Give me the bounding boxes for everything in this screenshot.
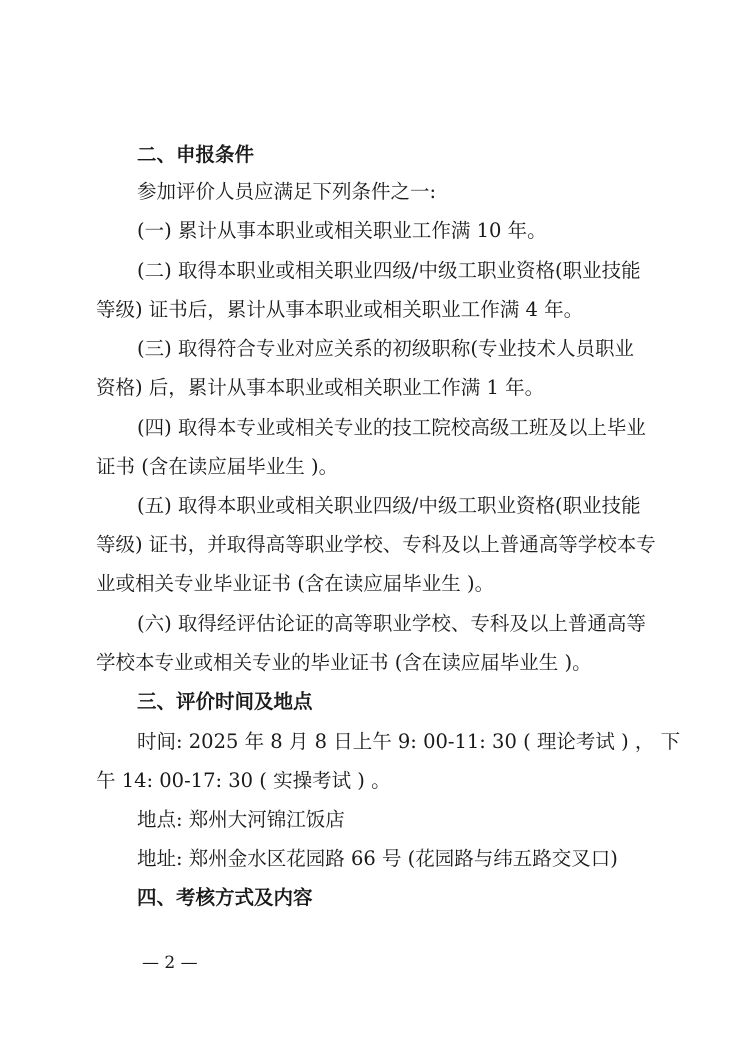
condition-item-5-line-2: 等级) 证书，并取得高等职业学校、专科及以上普通高等学校本专 — [96, 533, 656, 556]
page-number: — 2 — — [142, 953, 198, 973]
condition-item-6-line-2: 学校本专业或相关专业的毕业证书 (含在读应届毕业生 )。 — [96, 651, 592, 674]
condition-item-1-line-1: (一) 累计从事本职业或相关职业工作满 10 年。 — [137, 219, 547, 242]
condition-item-3-line-2: 资格) 后，累计从事本职业或相关职业工作满 1 年。 — [96, 376, 545, 399]
condition-item-3-line-1: (三) 取得符合专业对应关系的初级职称(专业技术人员职业 — [137, 337, 635, 360]
condition-item-2-line-1: (二) 取得本职业或相关职业四级/中级工职业资格(职业技能 — [137, 259, 641, 282]
condition-item-4-line-2: 证书 (含在读应届毕业生 )。 — [96, 455, 339, 478]
exam-time-line-1: 时间: 2025 年 8 月 8 日上午 9: 00-11: 30 ( 理论考试 ) ， 下 — [137, 730, 681, 753]
section-heading-assessment: 四、考核方式及内容 — [137, 886, 313, 909]
condition-item-4-line-1: (四) 取得本专业或相关专业的技工院校高级工班及以上毕业 — [137, 416, 646, 439]
exam-address: 地址: 郑州金水区花园路 66 号 (花园路与纬五路交叉口) — [137, 847, 618, 870]
section-heading-conditions: 二、申报条件 — [137, 143, 255, 166]
exam-place: 地点: 郑州大河锦江饭店 — [137, 808, 345, 831]
section-heading-time-place: 三、评价时间及地点 — [137, 690, 313, 713]
condition-item-6-line-1: (六) 取得经评估论证的高等职业学校、专科及以上普通高等 — [137, 612, 646, 635]
condition-item-2-line-2: 等级) 证书后，累计从事本职业或相关职业工作满 4 年。 — [96, 298, 584, 321]
condition-item-5-line-3: 业或相关专业毕业证书 (含在读应届毕业生 )。 — [96, 572, 495, 595]
conditions-intro: 参加评价人员应满足下列条件之一: — [137, 180, 437, 203]
exam-time-line-2: 午 14: 00-17: 30 ( 实操考试 ) 。 — [96, 769, 391, 792]
condition-item-5-line-1: (五) 取得本职业或相关职业四级/中级工职业资格(职业技能 — [137, 494, 641, 517]
